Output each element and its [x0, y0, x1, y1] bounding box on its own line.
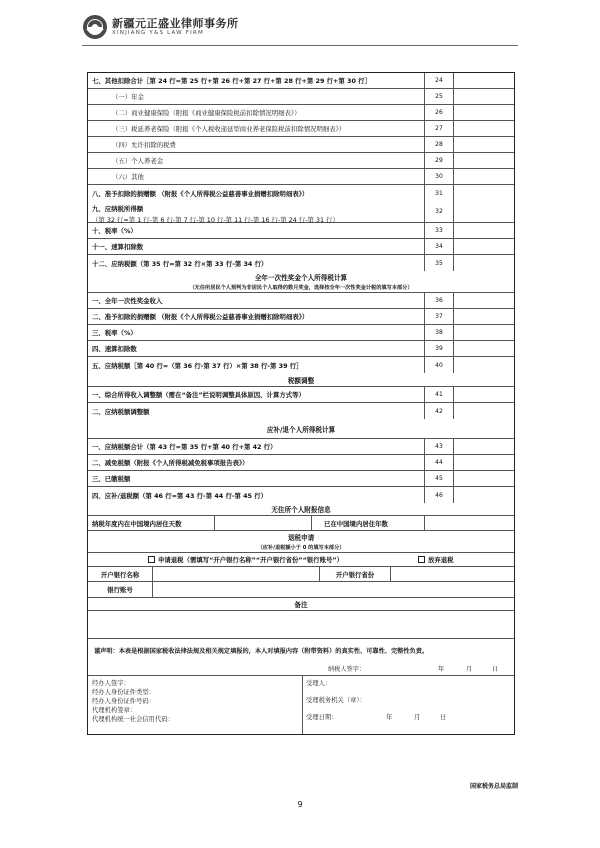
row-number: 37 — [424, 309, 454, 324]
waive-refund-label: 放弃退税 — [428, 556, 454, 564]
row-value-field[interactable] — [452, 439, 514, 454]
form-row-27 — [88, 121, 514, 137]
row-number: 30 — [424, 169, 454, 184]
row-label: 四、速算扣除数 — [92, 345, 137, 353]
form-row-24 — [88, 73, 514, 89]
row-number: 42 — [424, 403, 454, 419]
apply-refund-label: 申请退税（需填写“开户银行名称”“开户银行省份”“银行账号”） — [158, 556, 343, 564]
form-row-31 — [88, 185, 514, 201]
remarks-title: 备注 — [294, 601, 308, 609]
form-row-45 — [88, 471, 514, 487]
row-number: 40 — [424, 357, 454, 373]
tax-authority-label: 受理税务机关（章）： — [306, 697, 366, 704]
row-label: （三）税延养老保险（附报《个人税收递延型商业养老保险税前扣除情况明细表》） — [112, 125, 346, 133]
decl-day: 日 — [492, 666, 499, 673]
refund-option-row — [88, 553, 514, 567]
row-number: 32 — [424, 201, 454, 222]
tax-form-table — [87, 72, 515, 735]
form-row-38 — [88, 325, 514, 341]
row-number: 46 — [424, 487, 454, 503]
refund-apply-header — [88, 531, 514, 553]
row-label: （二）商业健康保险（附报《商业健康保险税前扣除情况明细表》） — [112, 109, 301, 117]
acceptor-label: 受理人： — [306, 680, 332, 687]
form-row-30 — [88, 169, 514, 185]
row-value-field[interactable] — [452, 239, 514, 254]
nonresident-section-title: 无住所个人附报信息 — [271, 506, 331, 514]
bank-province-label: 开户银行省份 — [335, 570, 375, 579]
row-value-field[interactable] — [452, 357, 514, 373]
accept-date-label: 受理日期： — [306, 714, 338, 721]
row-taxable-income — [88, 201, 514, 223]
form-row-46 — [88, 487, 514, 503]
row-value-field[interactable] — [452, 471, 514, 486]
row-32-title: 九、应纳税所得额 — [92, 205, 144, 213]
row-number: 45 — [424, 471, 454, 486]
declaration-row — [88, 639, 514, 676]
row-number: 38 — [424, 325, 454, 340]
accept-year: 年 — [386, 714, 393, 721]
form-row-44 — [88, 455, 514, 471]
accept-month: 月 — [414, 714, 421, 721]
row-label: 十、税率（%） — [92, 227, 137, 235]
bank-name-field[interactable] — [153, 567, 319, 581]
row-value-field[interactable] — [452, 137, 514, 152]
row-number: 24 — [424, 73, 454, 88]
years-in-china-label: 已在中国境内居住年数 — [324, 519, 388, 528]
page-number: 9 — [297, 800, 303, 809]
firm-logo-icon — [82, 14, 108, 40]
decl-month: 月 — [466, 666, 473, 673]
header-divider — [82, 45, 518, 46]
form-row-37 — [88, 309, 514, 325]
apply-refund-checkbox[interactable] — [148, 556, 155, 563]
form-row-34 — [88, 239, 514, 255]
row-label: 四、应补/退税额（第 46 行=第 43 行-第 44 行-第 45 行） — [92, 491, 268, 500]
row-label: （一）年金 — [112, 93, 144, 101]
account-no-field[interactable] — [153, 582, 514, 597]
row-value-field[interactable] — [452, 169, 514, 184]
row-value-field[interactable] — [452, 341, 514, 356]
agency-credit-code-label: 代理机构统一社会信用代码： — [92, 716, 174, 723]
waive-refund-checkbox[interactable] — [418, 556, 425, 563]
row-value-field[interactable] — [452, 223, 514, 238]
row-value-field[interactable] — [452, 325, 514, 340]
form-row-25 — [88, 89, 514, 105]
row-number: 25 — [424, 89, 454, 104]
remarks-field[interactable] — [88, 611, 514, 639]
row-label: 十一、速算扣除数 — [92, 243, 144, 251]
row-value-field[interactable] — [452, 105, 514, 120]
form-row-41 — [88, 387, 514, 403]
row-value-field[interactable] — [452, 153, 514, 168]
apply-refund-option[interactable] — [148, 553, 343, 566]
refund-calc-section-title: 应补/退个人所得税计算 — [266, 425, 336, 434]
row-number: 27 — [424, 121, 454, 136]
row-number: 26 — [424, 105, 454, 120]
nonresident-info-row — [88, 516, 514, 531]
row-number: 29 — [424, 153, 454, 168]
row-value-field[interactable] — [452, 387, 514, 402]
row-value-field[interactable] — [452, 255, 514, 271]
row-label: 一、综合所得收入调整额（需在“备注”栏说明调整具体原因、计算方式等） — [92, 391, 305, 399]
row-label: 八、准予扣除的捐赠额 （附报《个人所得税公益慈善事业捐赠扣除明细表》） — [92, 189, 309, 198]
declaration-text: 谨声明：本表是根据国家税收法律法规及相关规定填报的，本人对填报内容（附带资料）的真实性、可靠性、完整性负责。 — [94, 648, 429, 655]
row-label: （四）允许扣除的税费 — [112, 141, 176, 149]
form-row-39 — [88, 341, 514, 357]
row-number: 28 — [424, 137, 454, 152]
agency-seal-label: 代理机构签章： — [92, 707, 137, 714]
row-label: 一、全年一次性奖金收入 — [92, 297, 163, 305]
row-number: 41 — [424, 387, 454, 402]
form-row-29 — [88, 153, 514, 169]
row-label: 三、税率（%） — [92, 329, 137, 337]
row-label: 三、已缴税额 — [92, 475, 131, 483]
row-32-formula: （第 32 行=第 1 行-第 6 行-第 7 行-第 10 行-第 11 行-第 16 行-第 24 行-第 31 行） — [92, 216, 339, 224]
row-value-field[interactable] — [452, 309, 514, 324]
row-label: （六）其他 — [112, 173, 144, 181]
row-label: （五）个人养老金 — [112, 157, 164, 165]
row-number: 36 — [424, 293, 454, 308]
row-value-field[interactable] — [452, 73, 514, 88]
row-label: 二、准予扣除的捐赠额 （附报《个人所得税公益慈善事业捐赠扣除明细表》） — [92, 313, 309, 321]
bank-info-row — [88, 567, 514, 582]
form-row-36 — [88, 293, 514, 309]
row-value-field[interactable] — [452, 201, 514, 222]
refund-apply-title: 退税申请 — [287, 534, 315, 542]
row-value-field[interactable] — [452, 185, 514, 201]
row-label: 十二、应纳税额（第 35 行=第 32 行×第 33 行-第 34 行） — [92, 259, 268, 268]
agent-info — [92, 679, 174, 724]
waive-refund-option[interactable] — [418, 553, 454, 566]
firm-name-en: XINJIANG Y&S LAW FIRM — [112, 30, 204, 36]
issuing-agency: 国家税务总局监制 — [469, 783, 518, 790]
row-number: 31 — [424, 185, 454, 201]
row-label: 二、应纳税额调整额 — [92, 407, 150, 416]
row-label: 七、其他扣除合计［第 24 行=第 25 行+第 26 行+第 27 行+第 28 行+第 29 行+第 30 行］ — [92, 77, 371, 85]
form-row-42 — [88, 403, 514, 419]
row-value-field[interactable] — [452, 455, 514, 470]
form-row-33 — [88, 223, 514, 239]
adjust-section-title: 税额调整 — [287, 376, 315, 385]
row-number: 33 — [424, 223, 454, 238]
form-row-40 — [88, 357, 514, 373]
bonus-section-note: （无住所居民个人预判为非居民个人取得的数月奖金，选择按全年一次性奖金计税的填写本部分） — [189, 285, 413, 291]
remarks-header — [88, 598, 514, 611]
form-row-26 — [88, 105, 514, 121]
account-no-label: 银行账号 — [107, 586, 133, 594]
agent-id-number-label: 经办人身份证件号码： — [92, 698, 155, 705]
accept-day: 日 — [440, 714, 447, 721]
refund-apply-note: （应补/退税额小于 0 的填写本部分） — [257, 545, 345, 551]
row-label: 二、减免税额（附报《个人所得税减免税事项报告表》） — [92, 459, 249, 467]
form-row-43 — [88, 439, 514, 455]
form-row-35 — [88, 255, 514, 271]
form-row-28 — [88, 137, 514, 153]
row-number: 35 — [424, 255, 454, 271]
agent-sign-label: 经办人签字： — [92, 680, 130, 687]
row-value-field[interactable] — [452, 89, 514, 104]
row-number: 44 — [424, 455, 454, 470]
row-value-field[interactable] — [452, 403, 514, 419]
row-value-field[interactable] — [452, 121, 514, 136]
taxpayer-sign-label: 纳税人签字： — [328, 666, 366, 673]
acceptance-info — [306, 679, 447, 722]
decl-year: 年 — [438, 666, 445, 673]
days-in-china-field[interactable] — [215, 516, 311, 530]
adjust-section-header — [88, 373, 514, 387]
row-number: 34 — [424, 239, 454, 254]
agent-id-type-label: 经办人身份证件类型： — [92, 689, 155, 696]
row-value-field[interactable] — [452, 293, 514, 308]
bonus-section-header — [88, 271, 514, 293]
agent-row — [88, 676, 514, 734]
row-label: 一、应纳税额合计（第 43 行=第 35 行+第 40 行+第 42 行） — [92, 443, 277, 451]
days-in-china-label: 纳税年度内在中国境内居住天数 — [92, 519, 182, 528]
years-in-china-field[interactable] — [425, 516, 514, 530]
row-value-field[interactable] — [452, 487, 514, 503]
nonresident-section-header — [88, 503, 514, 516]
refund-calc-section-header — [88, 419, 514, 439]
bonus-section-title: 全年一次性奖金个人所得税计算 — [254, 274, 348, 282]
row-label: 五、应纳税额［第 40 行=（第 36 行-第 37 行）×第 38 行-第 39 行］ — [92, 361, 303, 370]
row-number: 43 — [424, 439, 454, 454]
account-row — [88, 582, 514, 598]
row-number: 39 — [424, 341, 454, 356]
bank-province-field[interactable] — [391, 567, 514, 581]
firm-name-cn: 新疆元正盛业律师事务所 — [112, 17, 239, 30]
bank-name-label: 开户银行名称 — [100, 570, 140, 579]
